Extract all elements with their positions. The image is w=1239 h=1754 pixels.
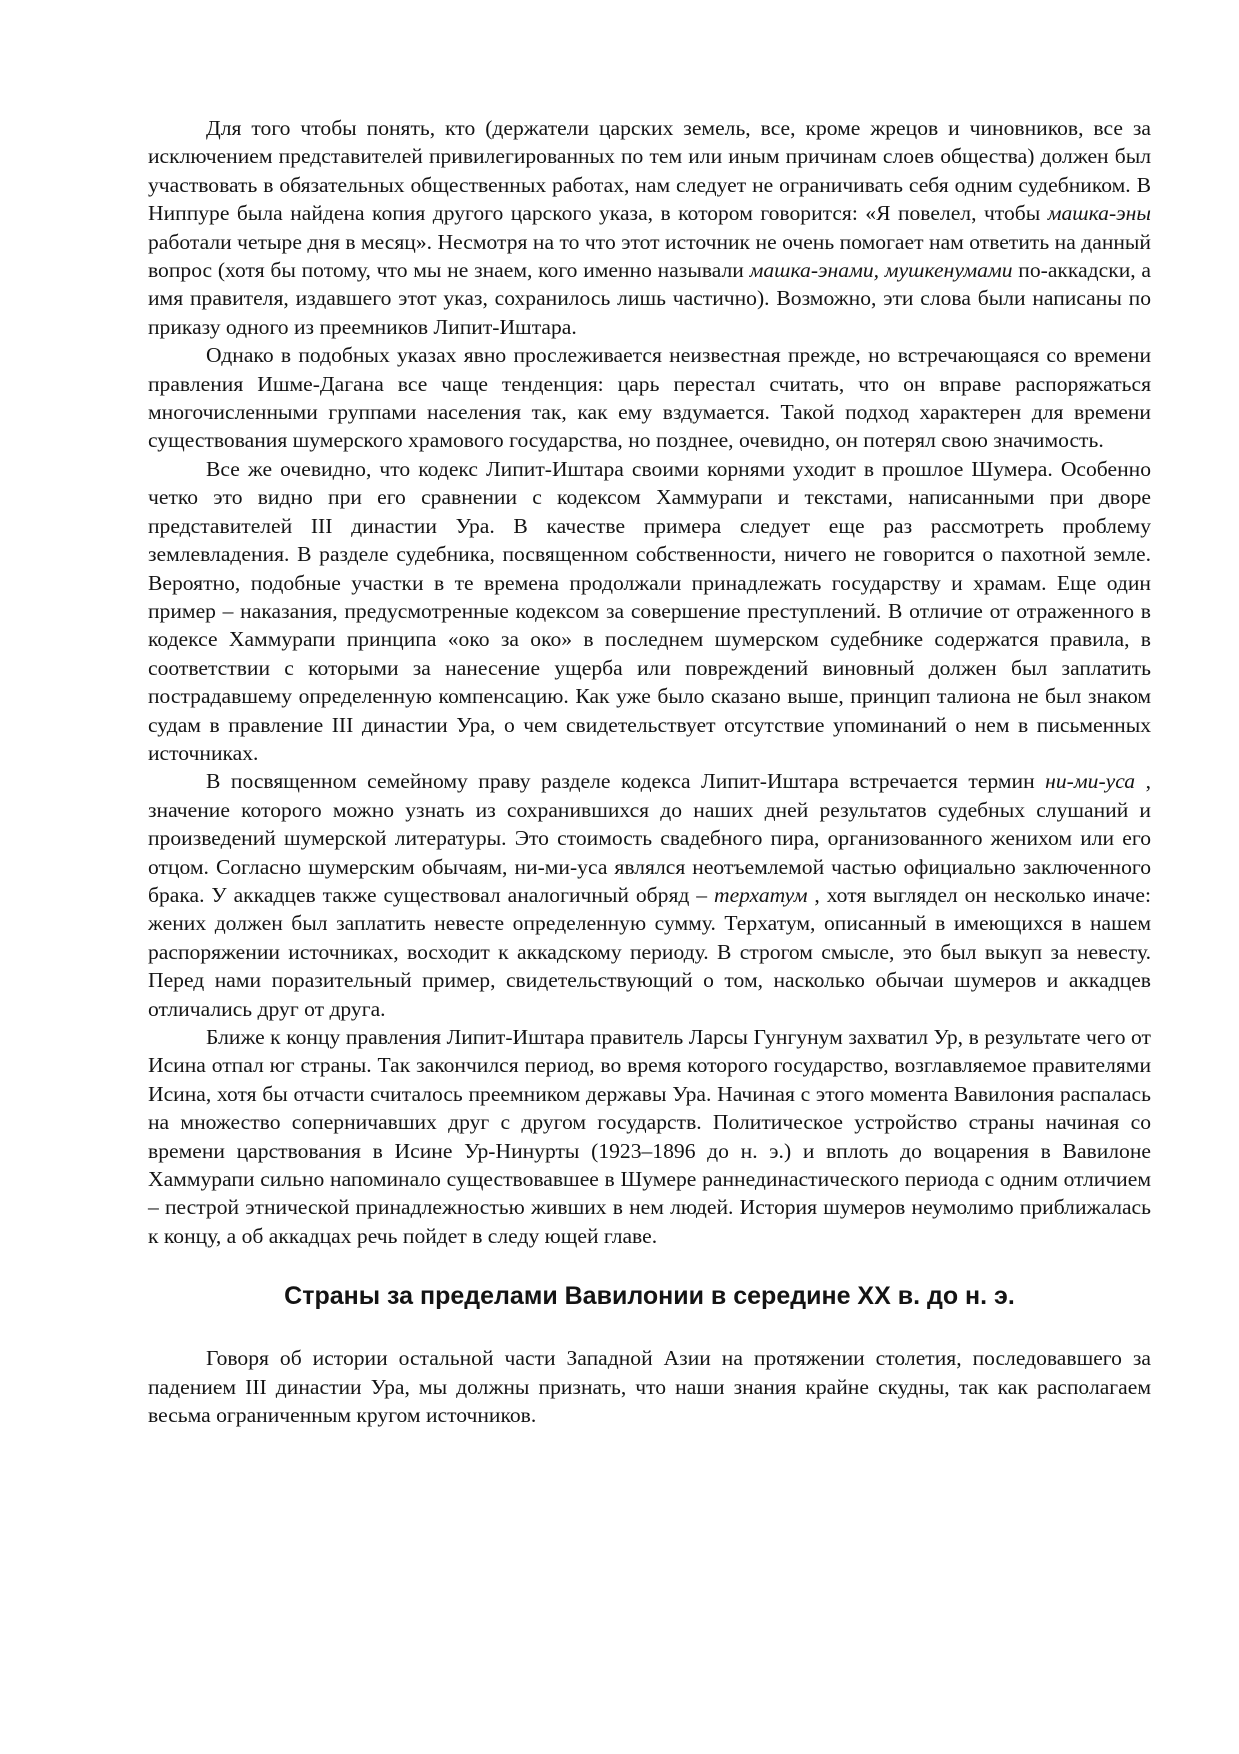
paragraph	[148, 455, 1151, 767]
text-run: , значение которого можно узнать из сохранившихся до наших дней результатов судебных слушаний и произведений шумерской литературы. Это стоимость свадебного пира, организованного женихом или его отцом. Согласно шумерским обычаям, ни-ми-уса являлся неотъемлемой частью официально заключенного брака. У аккадцев также существовал аналогичный обряд –	[148, 769, 1151, 907]
paragraph	[148, 341, 1151, 455]
paragraph	[148, 1344, 1151, 1429]
text-run: по-аккадски, а имя правителя, издавшего этот указ, сохранилось лишь частично). Возможно, эти слова были написаны по приказу одного из преемников Липит-Иштара.	[148, 258, 1152, 339]
paragraph	[148, 114, 1151, 341]
body-after-heading	[148, 1344, 1151, 1429]
paragraph	[148, 1023, 1151, 1250]
term-mashka-eny: машка-эны	[1047, 201, 1151, 226]
text-run: Все же очевидно, что кодекс Липит-Иштара своими корнями уходит в прошлое Шумера. Особенно четко это видно при его сравнении с кодексом Хаммурапи и текстами, написанными при дворе представителей III династии Ура. В качестве примера следует еще раз рассмотреть проблему землевладения. В разделе судебника, посвященном собственности, ничего не говорится о пахотной земле. Вероятно, подобные участки в те времена продолжали принадлежать государству и храмам. Еще один пример – наказания, предусмотренные кодексом за совершение преступлений. В отличие от отраженного в кодексе Хаммурапи принципа «око за око» в последнем шумерском судебнике содержатся правила, в соответствии с которыми за нанесение ущерба или повреждений виновный должен был заплатить пострадавшему определенную компенсацию. Как уже было сказано выше, принцип талиона не был знаком судам в правление III династии Ура, о чем свидетельствует отсутствие упоминаний о нем в письменных источниках.	[148, 456, 1151, 765]
body-before-heading	[148, 114, 1151, 1250]
text-run: Говоря об истории остальной части Западной Азии на протяжении столетия, последовавшего за падением III династии Ура, мы должны признать, что наши знания крайне скудны, так как располагаем весьма ограниченным кругом источников.	[148, 1346, 1151, 1428]
text-run: Для того чтобы понять, кто (держатели царских земель, все, кроме жрецов и чиновников, все за исключением представителей привилегированных по тем или иным причинам слоев общества) должен был участвовать в обязательных общественных работах, нам следует не ограничивать себя одним судебником. В Ниппуре была найдена копия другого царского указа, в котором говорится: «Я повелел, чтобы	[148, 116, 1151, 226]
text-run: , хотя выглядел он несколько иначе: жених должен был заплатить невесте определенную сумму. Терхатум, описанный в имеющихся в нашем распоряжении источниках, восходит к аккадскому периоду. В строгом смысле, это был выкуп за невесту. Перед нами поразительный пример, свидетельствующий о том, насколько обычаи шумеров и аккадцев отличались друг от друга.	[148, 882, 1151, 1021]
paragraph	[148, 767, 1151, 1023]
text-run: Однако в подобных указах явно прослеживается неизвестная прежде, но встречающаяся со времени правления Ишме-Дагана все чаще тенденция: царь перестал считать, что он вправе распоряжаться многочисленными группами населения так, как ему вздумается. Такой подход характерен для времени существования шумерского храмового государства, но позднее, очевидно, он потерял свою значимость.	[148, 343, 1151, 453]
text-run: работали четыре дня в месяц». Несмотря на то что этот источник не очень помогает нам ответить на данный вопрос (хотя бы потому, что мы не знаем, кого именно называли	[148, 229, 1151, 283]
term-mashka-enami: машка-энами, мушкенумами	[749, 258, 1013, 283]
term-terkhatum: терхатум	[713, 882, 808, 907]
term-ni-mi-usa: ни-ми-уса	[1045, 769, 1136, 794]
document-page	[148, 114, 1151, 1429]
section-heading: Страны за пределами Вавилонии в середине XX в. до н. э.	[284, 1282, 1015, 1311]
text-run: Ближе к концу правления Липит-Иштара правитель Ларсы Гунгунум захватил Ур, в результате чего от Исина отпал юг страны. Так закончился период, во время которого государство, возглавляемое правителями Исина, хотя бы отчасти считалось преемником державы Ура. Начиная с этого момента Вавилония распалась на множество соперничавших друг с другом государств. Политическое устройство страны начиная со времени царствования в Исине Ур-Нинурты (1923–1896 до н. э.) и вплоть до воцарения в Вавилоне Хаммурапи сильно напоминало существовавшее в Шумере раннединастического периода с одним отличием – пестрой этнической принадлежностью живших в нем людей. История шумеров неумолимо приближалась к концу, а об аккадцах речь пойдет в следу ющей главе.	[148, 1025, 1151, 1248]
text-run: В посвященном семейному праву разделе кодекса Липит-Иштара встречается термин	[206, 769, 1046, 794]
